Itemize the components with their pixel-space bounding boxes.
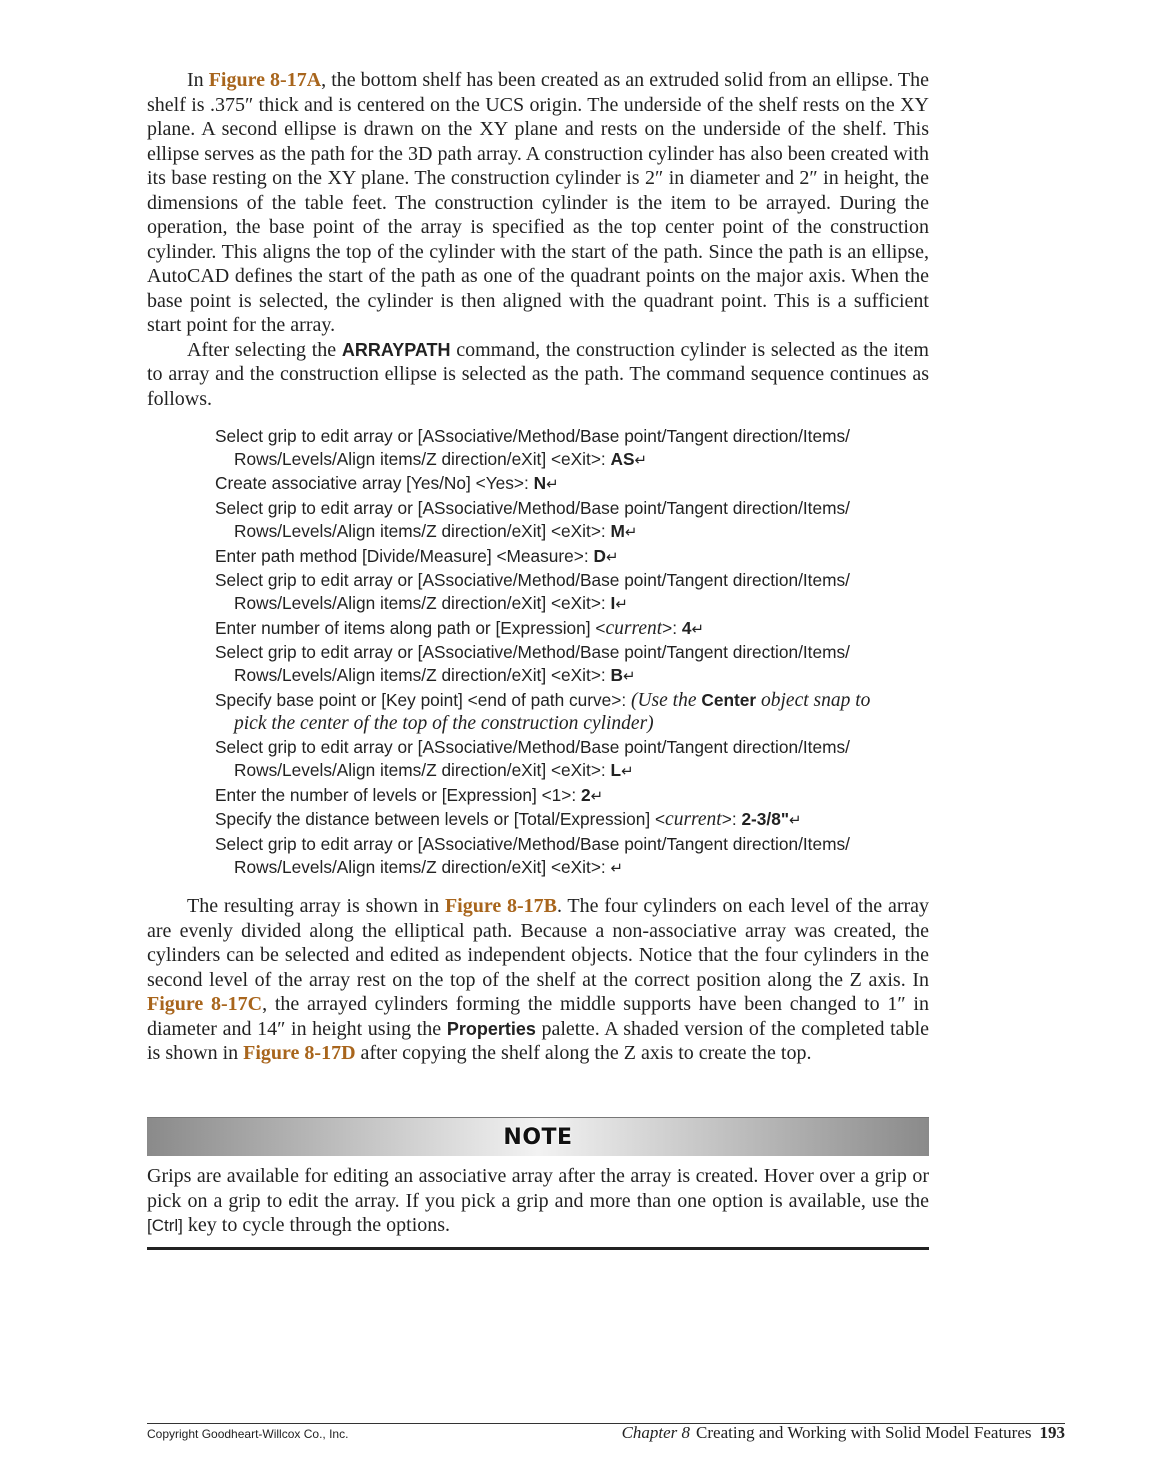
copyright: Copyright Goodheart-Willcox Co., Inc. — [147, 1427, 349, 1441]
text-segment: Rows/Levels/Align items/Z direction/eXit] <eXit>: — [234, 592, 611, 613]
text-segment: Specify base point or [Key point] <end of path curve>: — [215, 689, 631, 710]
chapter-label: Chapter 8 — [621, 1423, 691, 1442]
running-footer — [622, 1423, 1065, 1443]
text-segment: , the arrayed cylinders forming the middle supports have been changed to 1″ in diameter and 14″ in height using the — [147, 993, 929, 1040]
text-segment: >: — [662, 617, 682, 638]
command-prompt — [215, 784, 929, 809]
text-segment: ↵ — [789, 812, 802, 830]
user-input: M — [610, 520, 625, 541]
command-prompt — [215, 425, 929, 472]
command-prompt — [215, 617, 929, 642]
text-segment: current — [665, 809, 722, 831]
text-segment: Rows/Levels/Align items/Z direction/eXit] <eXit>: — [234, 448, 611, 469]
text-segment: ↵ — [590, 787, 604, 805]
text-segment: ARRAYPATH — [341, 339, 451, 360]
text-segment: >: — [721, 809, 742, 830]
command-line — [215, 520, 929, 545]
command-line — [215, 689, 929, 713]
command-line — [215, 759, 929, 784]
text-segment: Select grip to edit array or [ASsociative/Method/Base point/Tangent direction/Items/ — [215, 498, 850, 519]
text-segment: after copying the shelf along the Z axis to create the top. — [355, 1042, 812, 1065]
command-prompt — [215, 472, 929, 497]
text-segment: Rows/Levels/Align items/Z direction/eXit] <eXit>: — [234, 759, 611, 780]
command-line — [215, 833, 929, 856]
figure-reference-link[interactable]: Figure 8-17C — [147, 993, 263, 1016]
figure-reference-link[interactable]: Figure 8-17A — [208, 69, 322, 91]
user-input: AS — [610, 448, 635, 469]
command-line — [215, 664, 929, 689]
command-prompt — [215, 689, 929, 736]
text-segment: In — [187, 69, 209, 91]
text-segment: Create associative array [Yes/No] <Yes>: — [215, 473, 534, 494]
text-segment: Rows/Levels/Align items/Z direction/eXit] <eXit>: — [234, 856, 611, 877]
user-input: 2-3/8" — [741, 809, 790, 830]
text-segment: Select grip to edit array or [ASsociative/Method/Base point/Tangent direction/Items/ — [215, 642, 850, 663]
command-line — [215, 497, 929, 520]
user-input: I — [610, 592, 616, 613]
command-line — [215, 545, 929, 570]
figure-reference-link[interactable]: Figure 8-17D — [243, 1042, 356, 1065]
command-line — [215, 425, 929, 448]
text-segment: (Use the — [630, 689, 702, 711]
command-line — [215, 569, 929, 592]
user-input: 4 — [681, 617, 692, 638]
command-line — [215, 808, 929, 833]
command-line — [215, 617, 929, 642]
text-segment: Rows/Levels/Align items/Z direction/eXit] <eXit>: — [234, 665, 611, 686]
intro-paragraphs — [147, 68, 929, 411]
user-input: B — [610, 665, 623, 686]
command-prompt — [215, 833, 929, 880]
note-header — [147, 1117, 929, 1156]
text-segment: Select grip to edit array or [ASsociative/Method/Base point/Tangent direction/Items/ — [215, 737, 850, 758]
text-segment: key to cycle through the options. — [182, 1214, 451, 1236]
command-prompt — [215, 641, 929, 688]
text-segment: Properties — [446, 1018, 536, 1039]
text-segment: Select grip to edit array or [ASsociative/Method/Base point/Tangent direction/Items/ — [215, 570, 850, 591]
text-segment: ↵ — [615, 595, 628, 613]
note-box — [147, 1117, 929, 1250]
text-segment: object snap to — [756, 689, 871, 711]
text-segment: Enter path method [Divide/Measure] <Measure>: — [215, 545, 594, 566]
command-prompt — [215, 497, 929, 544]
user-input: D — [593, 545, 606, 566]
command-line — [215, 641, 929, 664]
text-segment: ↵ — [634, 451, 648, 469]
text-segment: . The four cylinders on each level of the array are evenly divided along the elliptical path. Because a non-associative array was created, the cylinders can be selected and edited as independent objects. Notice that the four cylinders in the second level of the array rest on the top of the shelf at the correct position along the Z axis. In — [147, 895, 930, 991]
paragraph — [147, 894, 929, 1066]
figure-reference-link[interactable]: Figure 8-17B — [444, 895, 558, 918]
command-line — [215, 472, 929, 497]
text-segment: ↵ — [605, 548, 619, 566]
result-paragraphs — [147, 894, 929, 1066]
text-segment: pick the center of the top of the construction cylinder) — [234, 713, 654, 735]
text-segment: Enter number of items along path or [Expression] < — [215, 617, 606, 638]
text-segment: command, the construction cylinder is selected as the item to array and the construction ellipse is selected as the path. The command sequence continues as follows. — [147, 338, 929, 410]
command-line — [215, 784, 929, 809]
text-segment: ↵ — [546, 476, 559, 494]
paragraph — [147, 68, 929, 338]
page-number: 193 — [1039, 1423, 1065, 1442]
text-segment: , the bottom shelf has been created as an extruded solid from an ellipse. The shelf is .375″ thick and is centered on the UCS origin. The underside of the shelf rests on the XY plane. A second ellipse is drawn on the XY plane and rests on the underside of the shelf. This ellipse serves as the path for the 3D path array. A construction cylinder has also been created with its base resting on the XY plane. The construction cylinder is 2″ in diameter and 2″ in height, the dimensions of the table feet. The construction cylinder is the item to be arrayed. During the operation, the base point of the array is specified as the top center point of the construction cylinder. This aligns the top of the cylinder with the start of the path. Since the path is an ellipse, AutoCAD defines the start of the path as one of the quadrant points on the major axis. When the base point is selected, the cylinder is then aligned with the quadrant point. This is a sufficient start point for the array. — [147, 69, 929, 336]
text-segment: Select grip to edit array or [ASsociative/Method/Base point/Tangent direction/Items/ — [215, 426, 850, 446]
command-sequence — [215, 425, 929, 880]
text-segment: ↵ — [691, 620, 705, 638]
user-input: 2 — [580, 784, 591, 805]
command-prompt — [215, 569, 929, 616]
note-title: NOTE — [503, 1124, 573, 1150]
text-segment: Rows/Levels/Align items/Z direction/eXit] <eXit>: — [234, 520, 611, 541]
text-segment: Enter the number of levels or [Expression] <1>: — [215, 784, 581, 805]
text-segment: [Ctrl] — [147, 1216, 183, 1235]
command-line — [215, 592, 929, 617]
command-prompt — [215, 736, 929, 783]
text-segment: Select grip to edit array or [ASsociative/Method/Base point/Tangent direction/Items/ — [215, 833, 850, 854]
paragraph — [147, 338, 929, 412]
text-segment: Specify the distance between levels or [Total/Expression] < — [215, 809, 666, 830]
user-input: N — [533, 473, 547, 494]
user-input: Center — [701, 689, 757, 710]
page-body — [147, 68, 929, 1066]
text-segment: ↵ — [624, 523, 638, 541]
command-line — [215, 736, 929, 759]
text-segment: Grips are available for editing an associative array after the array is created. Hover over a grip or pick on a grip to edit the array. If you pick a grip and more than one option is available, use the — [147, 1165, 929, 1212]
text-segment: palette. A shaded version of the completed table is shown in — [147, 1017, 929, 1065]
text-segment: ↵ — [621, 762, 634, 780]
text-segment: After selecting the — [187, 338, 342, 361]
command-prompt — [215, 545, 929, 570]
chapter-title: Creating and Working with Solid Model Features — [696, 1423, 1032, 1442]
note-text — [147, 1164, 929, 1250]
command-line — [215, 448, 929, 473]
user-input: L — [610, 759, 622, 780]
command-line — [215, 712, 929, 736]
text-segment: The resulting array is shown in — [187, 895, 445, 918]
command-line — [215, 856, 929, 881]
text-segment: ↵ — [610, 859, 624, 877]
text-segment: current — [605, 617, 663, 639]
text-segment: ↵ — [623, 668, 636, 686]
command-prompt — [215, 808, 929, 833]
